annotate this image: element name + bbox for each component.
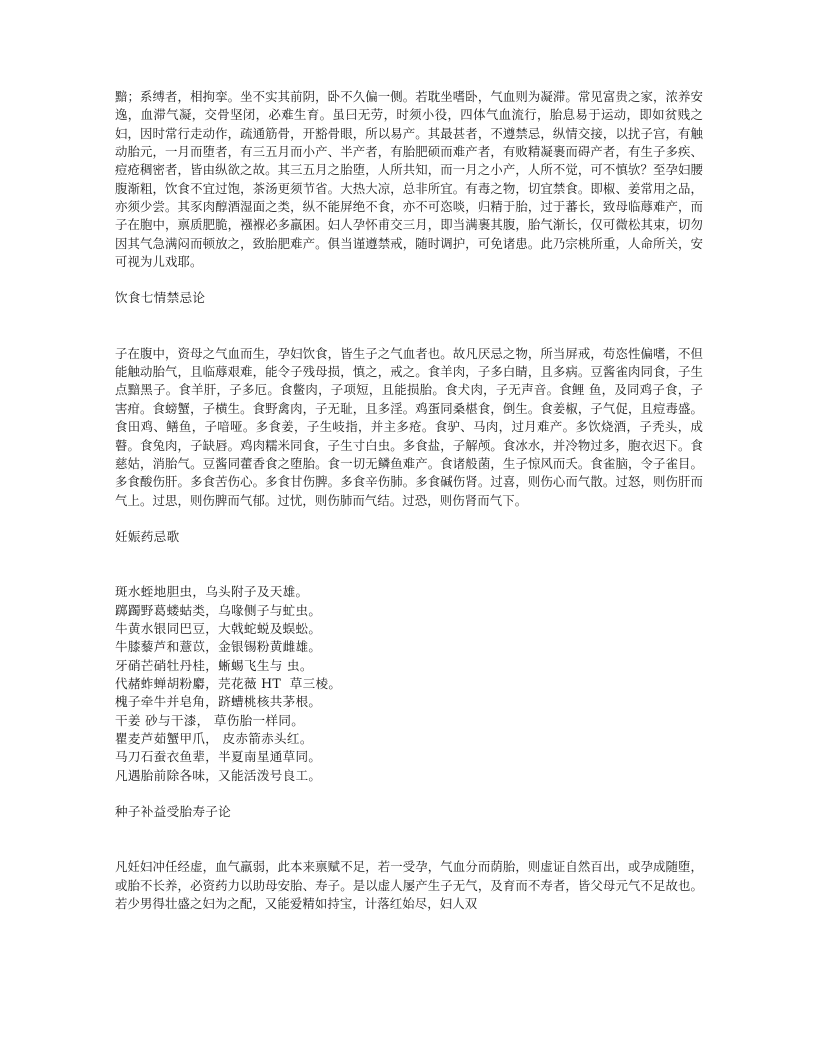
section-heading-2-block [115, 528, 703, 546]
verse-line: 代赭蚱蝉胡粉麝，芫花薇 HT 草三棱。 [115, 675, 342, 691]
verse-line: 牙硝芒硝牡丹桂，蜥蜴飞生与 虫。 [115, 657, 313, 673]
diet-paragraph: 子在腹中，资母之气血而生，孕妇饮食，皆生子之气血者也。故凡厌忌之物，所当屏戒，苟恣性偏嗜，不但能触动胎气，且临蓐艰难，能令子残母损，慎之，戒之。食羊肉，子多白睛，且多病。豆酱雀肉同食，子生点黯黑子。食羊肝，子多厄。食鳖肉，子项短，且能损胎。食犬肉，子无声音。食鲤 鱼，及同鸡子食，子害疳。食螃蟹，子横生。食野禽肉，子无耻，且多淫。鸡蛋同桑椹食，倒生。食姜椒，子气促，且痘毒盛。食田鸡、鳝鱼，子喑哑。多食姜，子生岐指，并主多疮。食驴、马肉，过月难产。多饮烧酒，子秃头，成瞽。食兔肉，子缺唇。鸡肉糯米同食，子生寸白虫。多食盐，子解颅。食冰水，并冷物过多，胞衣迟下。食慈姑，消胎气。豆酱同藿香食之堕胎。食一切无鳞鱼难产。食诸般菌，生子惊风而夭。食雀脑，令子雀目。多食酸伤肝。多食苦伤心。多食甘伤脾。多食辛伤肺。多食碱伤肾。过喜，则伤心而气散。过怒，则伤肝而气上。过思，则伤脾而气郁。过忧，则伤肺而气结。过恐，则伤肾而气下。 [115, 345, 703, 508]
verse-line: 斑水蛭地胆虫，乌头附子及天雄。 [115, 584, 309, 600]
verse-line: 马刀石蚕衣鱼辈，半夏南星通草同。 [115, 749, 322, 765]
final-paragraph: 凡妊妇冲任经虚，血气羸弱，此本来禀赋不足，若一受孕，气血分而荫胎，则虚证自然百出，或孕成随堕，或胎不长养，必资药力以助母安胎、寿子。是以虚人屡产生子无气，及育而不寿者，皆父母元气不足故也。若少男得壮盛之妇为之配，又能爱精如持宝，计落红始尽，妇人双 [115, 859, 703, 912]
section-heading-seed-tonify-conception: 种子补益受胎寿子论 [115, 804, 232, 819]
section-heading-pregnancy-drug-taboo-song: 妊娠药忌歌 [115, 528, 180, 544]
verse-line: 瞿麦芦茹蟹甲爪， 皮赤箭赤头红。 [115, 730, 313, 746]
section-heading-3-block [115, 803, 703, 821]
intro-paragraph: 黯；系缚者，相拘挛。坐不实其前阴，卧不久偏一侧。若耽坐嗜卧，气血则为凝滞。常见富贵之家，浓养安逸，血滞气凝，交骨坚闭，必难生育。虽曰无劳，时须小役，四体气血流行，胎息易于运动，即如贫贱之妇，因时常行走动作，疏通筋骨，开豁骨眼，所以易产。其最甚者，不遵禁忌，纵情交接，以扰子宫，有触动胎元，一月而堕者，有三五月而小产、半产者，有胎肥硕而难产者，有败精凝裹而碍产者，有生子多疾、痘疮稠密者，皆由纵欲之故。其三五月之胎堕，人所共知，而一月之小产，人所不觉，可不慎欤？至孕妇腰腹渐粗，饮食不宜过饱，茶汤更须节省。大热大凉，总非所宜。有毒之物，切宜禁食。即椒、姜常用之品，亦须少尝。其豕肉醇酒湿面之类，纵不能屏绝不食，亦不可恣啖，归精于胎，过于蕃长，致母临蓐难产，而子在胞中，禀质肥脆，襁褓必多羸困。妇人孕怀甫交三月，即当满裹其腹，胎气渐长，仅可微松其束，切勿因其气急满闷而顿放之，致胎肥难产。俱当谨遵禁戒，随时调护，可免诸患。此乃宗桃所重，人命所关，安可视为儿戏耶。 [115, 89, 703, 270]
verse-line: 槐子牵牛并皂角，跻螬桃核共茅根。 [115, 694, 322, 710]
verse-line: 踯躅野葛蝼蛄类，乌喙侧子与虻虫。 [115, 602, 322, 618]
section-heading-diet-emotion-taboos: 饮食七情禁忌论 [115, 290, 206, 306]
verse-line: 牛黄水银同巴豆，大戟蛇蜕及蜈蚣。 [115, 620, 322, 636]
document-body [115, 88, 703, 913]
verse-line: 干姜 砂与干漆， 草伤胎一样同。 [115, 712, 305, 728]
section-heading-1-block [115, 289, 703, 307]
verse-line: 牛膝藜芦和薏苡，金银锡粉黄雌雄。 [115, 639, 322, 655]
verse-block [115, 583, 703, 785]
verse-line: 凡遇胎前除各味，又能活泼号良工。 [115, 767, 322, 783]
